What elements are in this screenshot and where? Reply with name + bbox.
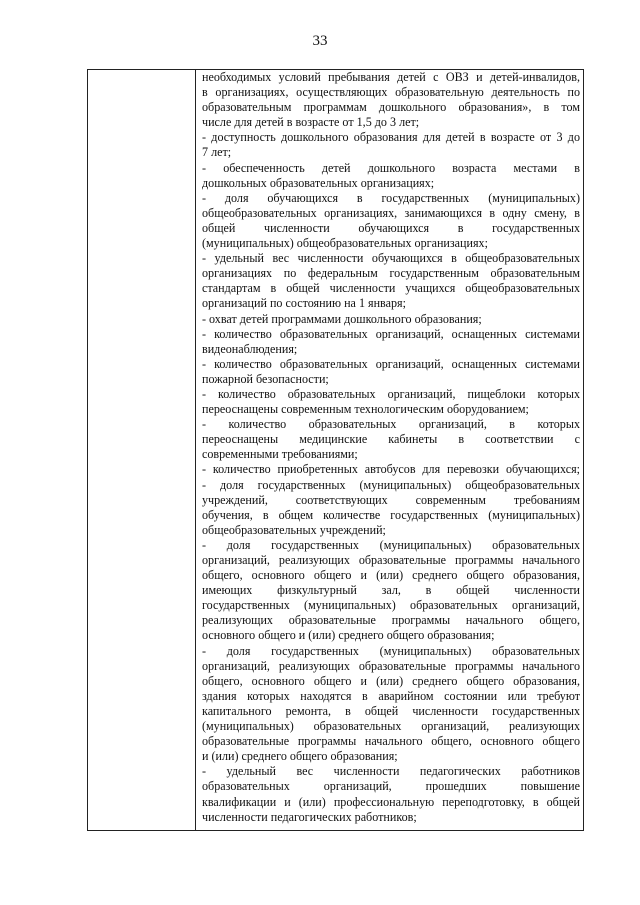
text-line: дошкольных образовательных организациях; <box>202 175 435 190</box>
text-line: (муниципальных) образовательных организаций, реализующих <box>202 719 580 734</box>
text-line: общеобразовательных организациях, занимающихся в одну смену, в <box>202 205 580 220</box>
text-line: - доля обучающихся в государственных (муниципальных) <box>202 190 580 205</box>
text-line: основного общего и (или) среднего общего образования; <box>202 628 495 643</box>
table-cell-right <box>196 70 584 831</box>
table-row <box>88 70 584 831</box>
text-line: пожарной безопасности; <box>202 371 329 386</box>
text-line: общего, основного общего и (или) среднего общего образования, <box>202 673 580 688</box>
text-line: здания которых находятся в аварийном состоянии или требуют <box>202 688 580 703</box>
text-line: организаций по состоянию на 1 января; <box>202 296 406 311</box>
text-line: общей численности обучающихся в государственных <box>202 220 580 235</box>
page-number: 33 <box>312 33 328 49</box>
text-line: - количество приобретенных автобусов для перевозки обучающихся; <box>202 462 580 477</box>
text-line: образовательных организаций, прошедших повышение <box>202 779 580 794</box>
text-line: современными требованиями; <box>202 447 358 462</box>
text-line: квалификации и (или) профессиональную переподготовку, в общей <box>202 794 580 809</box>
text-line: обучения, в общем количестве государственных (муниципальных) <box>202 507 580 522</box>
text-line: - количество образовательных организаций, в которых <box>202 417 580 432</box>
text-line: - обеспеченность детей дошкольного возраста местами в <box>202 160 580 175</box>
text-line: - охват детей программами дошкольного образования; <box>202 311 482 326</box>
text-line: имеющих физкультурный зал, в общей численности <box>202 583 580 598</box>
text-line: образовательные программы начального общего, основного общего <box>202 734 580 749</box>
text-line: 7 лет; <box>202 145 232 160</box>
text-line: переоснащены современным технологическим оборудованием; <box>202 402 529 417</box>
text-line: видеонаблюдения; <box>202 341 298 356</box>
text-line: - количество образовательных организаций, оснащенных системами <box>202 356 580 371</box>
text-line: - доступность дошкольного образования для детей в возрасте от 3 до <box>202 130 580 145</box>
text-line: - удельный вес численности педагогических работников <box>202 764 580 779</box>
text-line: и (или) среднего общего образования; <box>202 749 398 764</box>
text-line: необходимых условий пребывания детей с ОВЗ и детей-инвалидов, <box>202 70 580 84</box>
text-line: образовательным программам дошкольного образования», в том <box>202 100 580 115</box>
text-line: капитального ремонта, в общей численности государственных <box>202 703 580 718</box>
text-line: переоснащены медицинские кабинеты в соответствии с <box>202 432 580 447</box>
text-line: - доля государственных (муниципальных) образовательных <box>202 643 580 658</box>
text-line: числе для детей в возрасте от 1,5 до 3 лет; <box>202 115 420 130</box>
text-line: - доля государственных (муниципальных) общеобразовательных <box>202 477 580 492</box>
text-line: в организациях, осуществляющих образовательную деятельность по <box>202 85 580 100</box>
text-line: - удельный вес численности обучающихся в общеобразовательных <box>202 251 580 266</box>
text-line: организаций, реализующих образовательные программы начального <box>202 658 580 673</box>
text-line: организациях по федеральным государственным образовательным <box>202 266 580 281</box>
text-line: общего, основного общего и (или) среднего общего образования, <box>202 568 580 583</box>
text-line: - количество образовательных организаций, пищеблоки которых <box>202 386 580 401</box>
text-line: - доля государственных (муниципальных) образовательных <box>202 537 580 552</box>
text-line: численности педагогических работников; <box>202 809 417 824</box>
text-line: реализующих образовательные программы начального общего, <box>202 613 580 628</box>
text-line: общеобразовательных учреждений; <box>202 522 386 537</box>
text-line: - количество образовательных организаций, оснащенных системами <box>202 326 580 341</box>
text-line: государственных (муниципальных) образовательных организаций, <box>202 598 580 613</box>
text-line: организаций, реализующих образовательные программы начального <box>202 553 580 567</box>
text-line: стандартам в общей численности учащихся общеобразовательных <box>202 281 580 296</box>
document-table <box>87 69 584 831</box>
text-line: (муниципальных) общеобразовательных организациях; <box>202 236 488 251</box>
text-line: учреждений, соответствующих современным требованиям <box>202 492 580 507</box>
table-cell-left <box>88 70 196 831</box>
indicator-list <box>202 70 580 825</box>
